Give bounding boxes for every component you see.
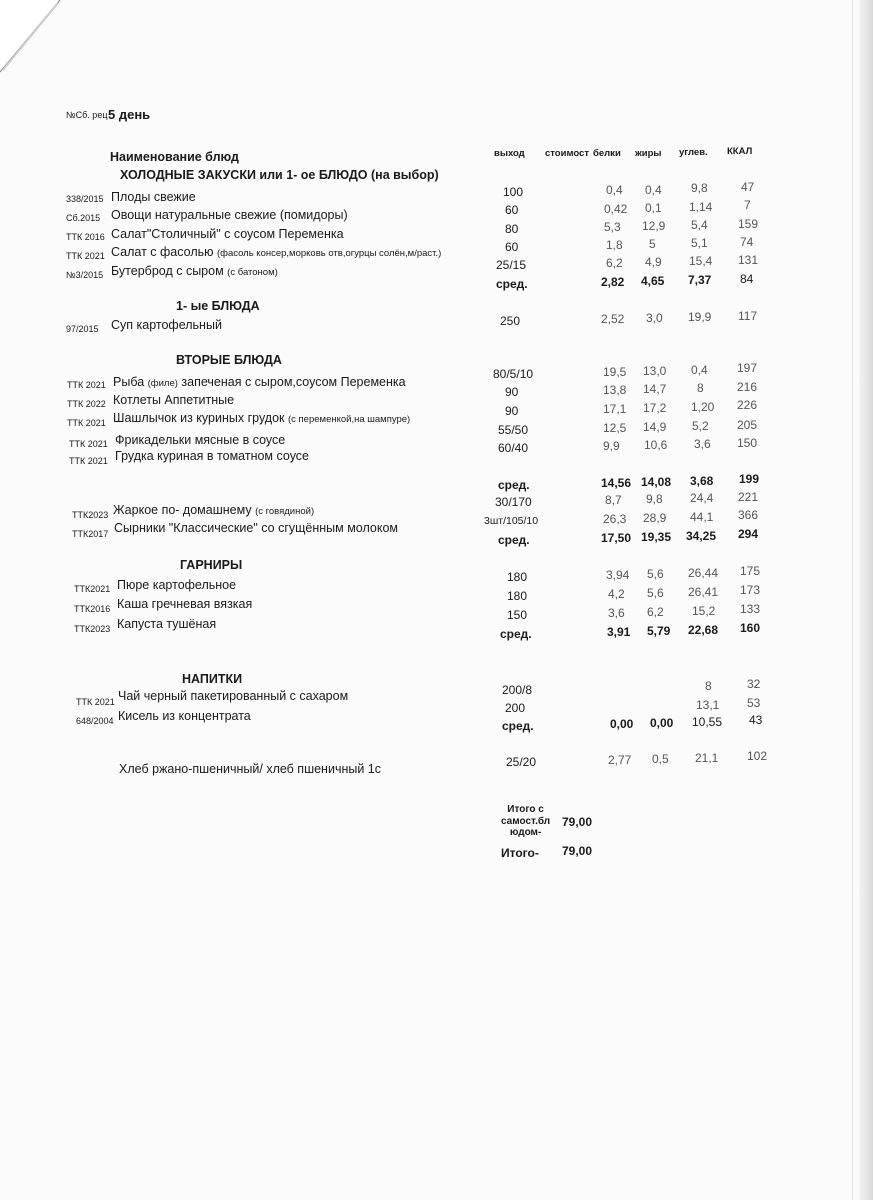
row-protein: 0,4 bbox=[606, 183, 623, 197]
row-fat: 28,9 bbox=[643, 511, 667, 525]
row-output: 3шт/105/10 bbox=[484, 515, 539, 527]
row-output: 25/15 bbox=[496, 258, 527, 272]
row-fat: 12,9 bbox=[642, 219, 666, 233]
row-fat: 0,4 bbox=[645, 183, 662, 197]
row-name bbox=[111, 264, 278, 278]
row-code: ТТК 2021 bbox=[76, 697, 115, 707]
row-output: 55/50 bbox=[498, 423, 529, 437]
average-kcal: 160 bbox=[740, 621, 761, 635]
row-fat: 5,6 bbox=[647, 567, 664, 581]
row-carbs: 13,1 bbox=[696, 698, 720, 712]
row-name-note: (с батоном) bbox=[227, 267, 278, 278]
row-carbs: 19,9 bbox=[688, 310, 712, 324]
row-name bbox=[113, 503, 314, 517]
average-carbs: 3,68 bbox=[690, 474, 714, 488]
average-protein: 2,82 bbox=[601, 275, 625, 289]
row-kcal: 102 bbox=[747, 749, 768, 763]
row-output: 200/8 bbox=[502, 683, 533, 697]
section-first-courses: 1- ые БЛЮДА bbox=[176, 299, 260, 313]
row-output: 60 bbox=[505, 203, 519, 217]
row-kcal: 159 bbox=[738, 217, 759, 231]
row-protein: 8,7 bbox=[605, 493, 622, 507]
row-kcal: 216 bbox=[737, 380, 758, 394]
row-code: ТТК 2021 bbox=[69, 439, 108, 449]
average-carbs: 34,25 bbox=[686, 529, 717, 543]
col-header-cost: стоимост bbox=[545, 148, 589, 159]
row-fat: 6,2 bbox=[647, 605, 664, 619]
total-value: 79,00 bbox=[562, 844, 593, 858]
row-name: Пюре картофельное bbox=[117, 578, 237, 592]
row-kcal: 133 bbox=[740, 602, 761, 616]
row-kcal: 205 bbox=[737, 418, 758, 432]
average-kcal: 294 bbox=[738, 527, 759, 541]
row-protein: 2,77 bbox=[608, 753, 632, 767]
total-with-cost-value: 79,00 bbox=[562, 815, 593, 829]
row-name-note: (фасоль консер,морковь отв,огурцы солён,м/раст.) bbox=[216, 248, 442, 259]
average-carbs: 10,55 bbox=[692, 715, 723, 729]
average-protein: 17,50 bbox=[601, 531, 632, 545]
col-header-fat: жиры bbox=[635, 148, 662, 159]
row-name-text: Бутерброд с сыром bbox=[111, 264, 224, 278]
row-name-note: (филе) bbox=[147, 378, 178, 389]
total-label-line-3: юдом- bbox=[509, 827, 542, 838]
row-name: Капуста тушёная bbox=[117, 617, 217, 631]
row-name: Суп картофельный bbox=[111, 318, 222, 332]
row-carbs: 26,44 bbox=[688, 566, 719, 580]
row-fat: 17,2 bbox=[643, 401, 667, 415]
row-carbs: 15,4 bbox=[689, 254, 713, 268]
average-protein: 0,00 bbox=[610, 717, 634, 731]
row-code: ТТК 2022 bbox=[67, 399, 106, 409]
row-fat: 0,1 bbox=[645, 201, 662, 215]
row-output: 90 bbox=[505, 385, 519, 399]
row-name: Овощи натуральные свежие (помидоры) bbox=[111, 208, 348, 222]
row-protein: 4,2 bbox=[608, 587, 625, 601]
row-code: 97/2015 bbox=[66, 324, 99, 334]
section-main-courses: ВТОРЫЕ БЛЮДА bbox=[176, 353, 282, 367]
row-code: ТТК 2021 bbox=[67, 380, 106, 390]
row-fat: 5 bbox=[649, 237, 656, 251]
row-protein: 17,1 bbox=[603, 402, 627, 416]
row-name-text: Рыба bbox=[113, 375, 145, 389]
row-code: ТТК 2021 bbox=[69, 456, 108, 466]
col-header-output: выход bbox=[494, 148, 525, 159]
row-name-note: (с переменкой,на шампуре) bbox=[287, 414, 411, 425]
total-label-line-2: самост.бл bbox=[501, 815, 551, 827]
row-kcal: 150 bbox=[737, 436, 758, 450]
row-protein: 9,9 bbox=[603, 439, 620, 453]
row-carbs: 9,8 bbox=[691, 181, 708, 195]
row-name: Плоды свежие bbox=[111, 190, 196, 204]
row-code: ТТК 2021 bbox=[67, 418, 106, 428]
average-label: сред. bbox=[498, 533, 530, 547]
row-code: ТТК2016 bbox=[74, 604, 111, 614]
row-output: 60/40 bbox=[498, 441, 529, 455]
row-code: ТТК2023 bbox=[74, 624, 111, 634]
row-name-text: Жаркое по- домашнему bbox=[113, 503, 252, 517]
average-protein: 3,91 bbox=[607, 625, 631, 639]
row-output: 60 bbox=[505, 240, 519, 254]
row-fat: 3,0 bbox=[646, 311, 663, 325]
row-name-note: (с говядиной) bbox=[255, 506, 315, 517]
average-fat: 5,79 bbox=[647, 624, 671, 638]
row-protein: 5,3 bbox=[604, 220, 621, 234]
row-name: Каша гречневая вязкая bbox=[117, 597, 253, 611]
row-carbs: 44,1 bbox=[690, 510, 714, 524]
row-name-text-2: запеченая с сыром,соусом Переменка bbox=[181, 375, 406, 389]
row-carbs: 3,6 bbox=[694, 437, 711, 451]
row-name-text: Салат с фасолью bbox=[111, 245, 214, 259]
section-side-dishes: ГАРНИРЫ bbox=[180, 558, 243, 572]
row-name: Салат"Столичный" с соусом Переменка bbox=[111, 227, 344, 241]
col-header-carbs: углев. bbox=[679, 147, 708, 158]
row-carbs: 5,1 bbox=[691, 236, 708, 250]
day-label: 5 день bbox=[108, 107, 151, 122]
section-cold-snacks: ХОЛОДНЫЕ ЗАКУСКИ или 1- ое БЛЮДО (на выбор) bbox=[120, 168, 439, 182]
row-kcal: 221 bbox=[738, 490, 759, 504]
average-carbs: 22,68 bbox=[688, 623, 719, 637]
row-carbs: 8 bbox=[705, 679, 712, 693]
row-kcal: 173 bbox=[740, 583, 761, 597]
row-output: 80/5/10 bbox=[493, 367, 534, 381]
average-label: сред. bbox=[498, 478, 530, 492]
row-output: 80 bbox=[505, 222, 519, 236]
row-output: 180 bbox=[507, 589, 528, 603]
row-name: Фрикадельки мясные в соусе bbox=[115, 433, 286, 447]
row-carbs: 1,20 bbox=[691, 400, 715, 414]
row-code: №3/2015 bbox=[66, 270, 104, 280]
average-fat: 19,35 bbox=[641, 530, 672, 544]
row-carbs: 24,4 bbox=[690, 491, 714, 505]
average-kcal: 84 bbox=[740, 272, 754, 286]
row-protein: 0,42 bbox=[604, 202, 628, 216]
average-fat: 4,65 bbox=[641, 274, 665, 288]
row-protein: 19,5 bbox=[603, 365, 627, 379]
row-kcal: 47 bbox=[741, 180, 755, 194]
average-carbs: 7,37 bbox=[688, 273, 712, 287]
row-name: Грудка куриная в томатном соусе bbox=[115, 449, 310, 463]
row-name: Сырники "Классические" со сгущённым молоком bbox=[114, 521, 399, 535]
average-label: сред. bbox=[496, 277, 528, 291]
row-protein: 12,5 bbox=[603, 421, 627, 435]
row-kcal: 74 bbox=[740, 235, 754, 249]
row-carbs: 0,4 bbox=[691, 363, 708, 377]
row-fat: 5,6 bbox=[647, 586, 664, 600]
row-code: ТТК 2021 bbox=[66, 251, 105, 261]
folded-corner-icon bbox=[0, 0, 92, 80]
folded-corner bbox=[0, 0, 92, 80]
average-fat: 0,00 bbox=[650, 716, 674, 730]
average-label: сред. bbox=[500, 627, 532, 641]
row-code: ТТК2021 bbox=[74, 584, 111, 594]
row-kcal: 7 bbox=[744, 198, 751, 212]
row-name: Кисель из концентрата bbox=[118, 709, 251, 723]
total-label: Итого- bbox=[501, 846, 539, 860]
row-protein: 6,2 bbox=[606, 256, 623, 270]
row-output: 250 bbox=[500, 314, 521, 328]
row-protein: 3,6 bbox=[608, 606, 625, 620]
row-output: 25/20 bbox=[506, 755, 537, 769]
row-code: ТТК2023 bbox=[72, 510, 109, 520]
row-kcal: 131 bbox=[738, 253, 759, 267]
row-output: 100 bbox=[503, 185, 524, 199]
row-fat: 9,8 bbox=[646, 492, 663, 506]
section-drinks: НАПИТКИ bbox=[182, 672, 243, 686]
row-name: Котлеты Аппетитные bbox=[113, 393, 235, 407]
row-kcal: 175 bbox=[740, 564, 761, 578]
average-protein: 14,56 bbox=[601, 476, 632, 490]
row-fat: 4,9 bbox=[645, 255, 662, 269]
row-kcal: 197 bbox=[737, 361, 758, 375]
page-edge-line bbox=[852, 0, 853, 1200]
row-carbs: 8 bbox=[697, 381, 704, 395]
row-name bbox=[113, 411, 410, 425]
average-label: сред. bbox=[502, 719, 534, 733]
row-fat: 14,7 bbox=[643, 382, 667, 396]
row-protein: 3,94 bbox=[606, 568, 630, 582]
row-carbs: 26,41 bbox=[688, 585, 719, 599]
row-fat: 14,9 bbox=[643, 420, 667, 434]
row-kcal: 366 bbox=[738, 508, 759, 522]
row-code: ТТК2017 bbox=[72, 529, 109, 539]
col-header-protein: белки bbox=[593, 148, 621, 159]
row-fat: 0,5 bbox=[652, 752, 669, 766]
row-output: 200 bbox=[505, 701, 526, 715]
recipe-number-prefix: №Сб. рец bbox=[66, 110, 108, 120]
row-protein: 2,52 bbox=[601, 312, 625, 326]
row-fat: 10,6 bbox=[644, 438, 668, 452]
row-protein: 26,3 bbox=[603, 512, 627, 526]
row-output: 150 bbox=[507, 608, 528, 622]
row-code: ТТК 2016 bbox=[66, 232, 105, 242]
col-header-name: Наименование блюд bbox=[110, 150, 239, 164]
average-fat: 14,08 bbox=[641, 475, 672, 489]
row-code: 338/2015 bbox=[66, 194, 104, 204]
row-output: 30/170 bbox=[495, 495, 532, 509]
row-protein: 1,8 bbox=[606, 238, 623, 252]
row-protein: 13,8 bbox=[603, 383, 627, 397]
col-header-kcal: ККАЛ bbox=[727, 146, 753, 157]
row-output: 90 bbox=[505, 404, 519, 418]
row-output: 180 bbox=[507, 570, 528, 584]
row-carbs: 1,14 bbox=[689, 200, 713, 214]
page-edge bbox=[859, 0, 873, 1200]
row-carbs: 5,2 bbox=[692, 419, 709, 433]
row-code: Сб.2015 bbox=[66, 213, 101, 223]
row-name bbox=[111, 245, 441, 259]
row-kcal: 53 bbox=[747, 696, 761, 710]
row-name-text: Шашлычок из куриных грудок bbox=[113, 411, 285, 425]
row-carbs: 5,4 bbox=[691, 218, 708, 232]
row-name: Хлеб ржано-пшеничный/ хлеб пшеничный 1с bbox=[119, 762, 381, 776]
row-name bbox=[113, 375, 406, 389]
total-label-line-1: Итого с bbox=[507, 804, 544, 815]
average-kcal: 199 bbox=[739, 472, 760, 486]
row-kcal: 117 bbox=[738, 309, 758, 323]
row-code: 648/2004 bbox=[76, 716, 114, 726]
row-fat: 13,0 bbox=[643, 364, 667, 378]
total-with-cost-label bbox=[501, 804, 550, 839]
average-kcal: 43 bbox=[749, 713, 763, 727]
row-carbs: 21,1 bbox=[695, 751, 719, 765]
row-name: Чай черный пакетированный с сахаром bbox=[118, 689, 349, 703]
row-kcal: 226 bbox=[737, 398, 758, 412]
row-carbs: 15,2 bbox=[692, 604, 716, 618]
row-kcal: 32 bbox=[747, 677, 761, 691]
